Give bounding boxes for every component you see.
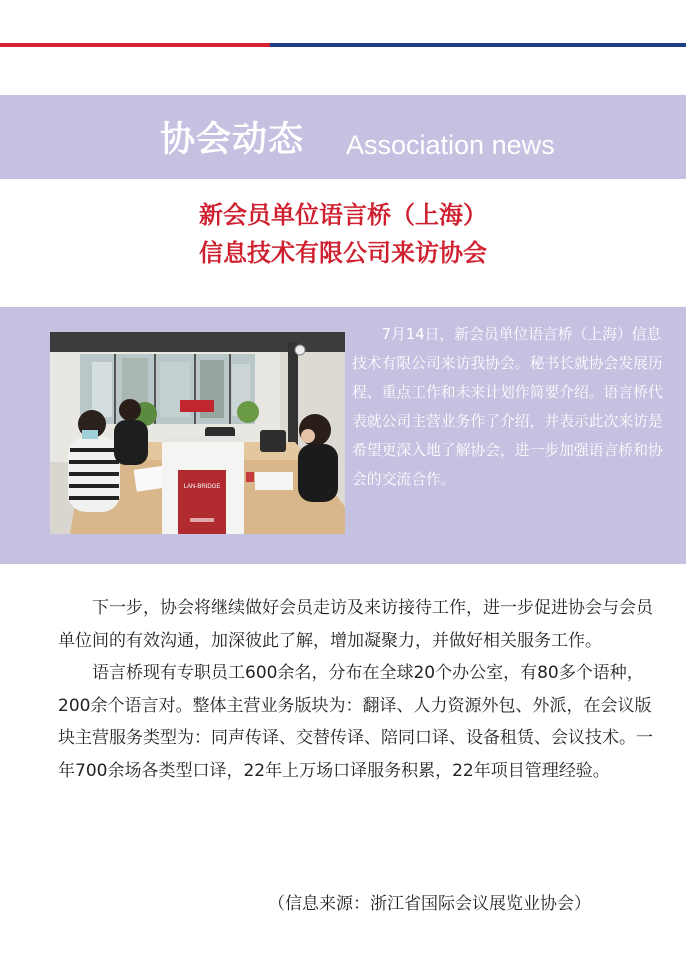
bag-brand-label: LAN-BRIDGE	[183, 484, 221, 490]
body-paragraph-2: 语言桥现有专职员工600余名，分布在全球20个办公室，有80多个语种，200余个语言对。整体主营业务版块为：翻译、人力资源外包、外派，在会议版块主营服务类型为：同声传译、交替传译、陪同口译、设备租赁、会议技术。一年700余场各类型口译，22年上万场口译服务积累，22年项目管理经验。	[58, 663, 653, 781]
section-title-cn: 协会动态	[160, 120, 305, 160]
article-body	[58, 592, 658, 787]
body-paragraph-1: 下一步，协会将继续做好会员走访及来访接待工作，进一步促进协会与会员单位间的有效沟通，加深彼此了解，增加凝聚力，并做好相关服务工作。	[58, 598, 653, 651]
top-rule-blue	[270, 43, 686, 47]
intro-text: 7月14日，新会员单位语言桥（上海）信息技术有限公司来访我协会。秘书长就协会发展历程、重点工作和未来计划作简要介绍。语言桥代表就公司主营业务作了介绍，并表示此次来访是希望更深入地了解协会，进一步加强语言桥和协会的交流合作。	[352, 326, 663, 488]
article-title-line1: 新会员单位语言桥（上海）	[199, 201, 487, 229]
source-credit: （信息来源：浙江省国际会议展览业协会）	[268, 894, 591, 914]
article-title	[0, 196, 686, 272]
article-title-line2: 信息技术有限公司来访协会	[199, 239, 487, 267]
meeting-photo	[50, 332, 345, 534]
section-title-en: Association news	[346, 130, 555, 160]
intro-paragraph	[352, 320, 672, 494]
top-rule-red	[0, 43, 270, 47]
section-header-band	[0, 95, 686, 179]
